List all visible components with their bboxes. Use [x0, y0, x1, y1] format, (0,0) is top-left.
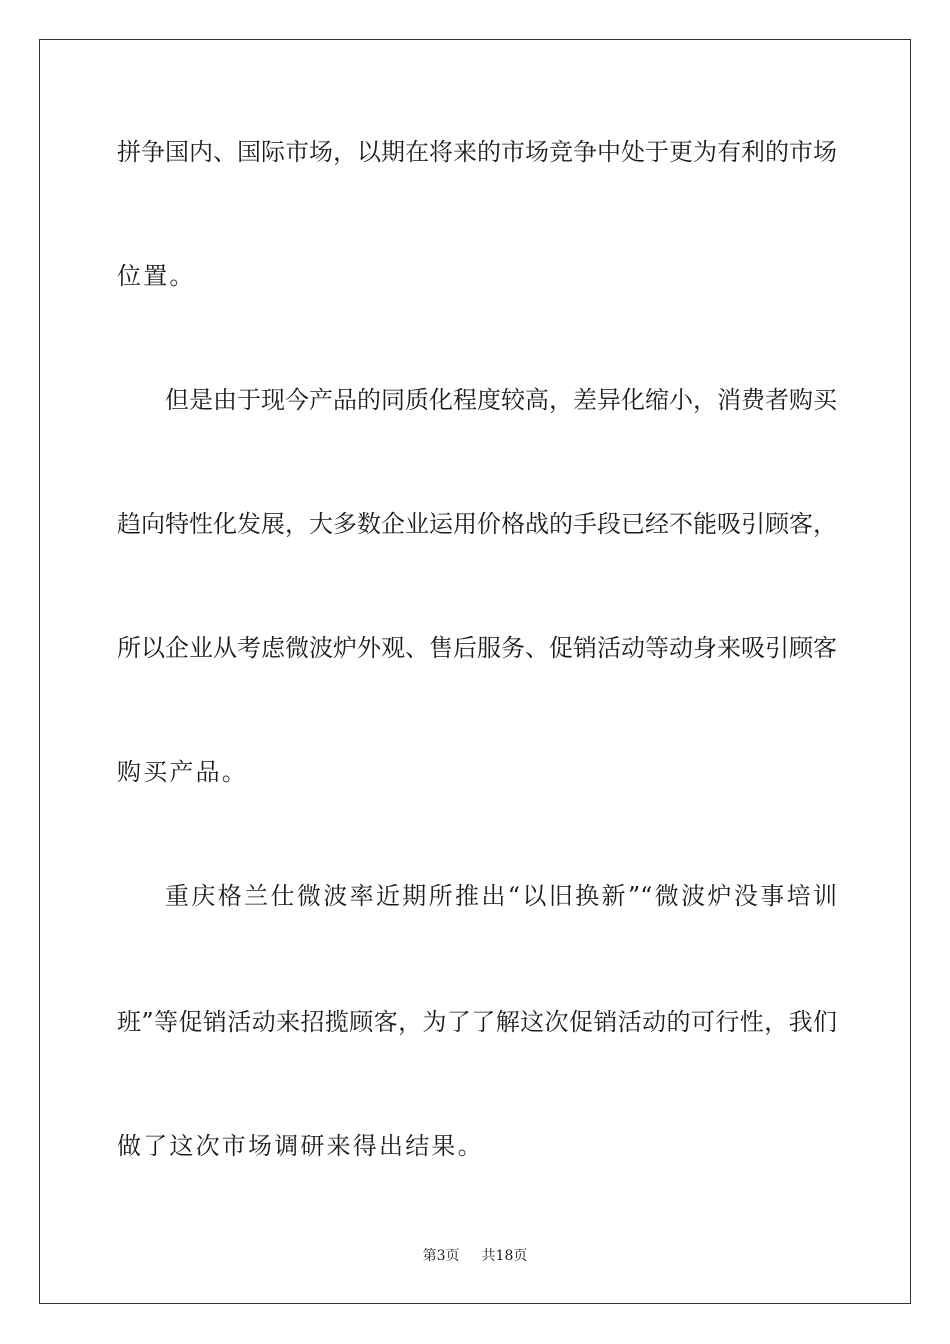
page-total: 共18页 — [481, 1248, 528, 1264]
page-border — [39, 39, 911, 1304]
paragraph-2-line-4: 购买产品。 — [117, 758, 248, 786]
paragraph-2-line-3: 所以企业从考虑微波炉外观、售后服务、促销活动等动身来吸引顾客 — [117, 634, 837, 662]
paragraph-1-line-2: 位置。 — [117, 262, 196, 290]
paragraph-1-line-1: 拼争国内、国际市场，以期在将来的市场竞争中处于更为有利的市场 — [117, 138, 837, 166]
paragraph-3-line-1: 重庆格兰仕微波率近期所推出“以旧换新”“微波炉没事培训 — [165, 882, 837, 910]
paragraph-2-line-2: 趋向特性化发展，大多数企业运用价格战的手段已经不能吸引顾客， — [117, 510, 837, 538]
page-footer — [0, 1247, 950, 1265]
paragraph-3-line-2: 班”等促销活动来招揽顾客，为了了解这次促销活动的可行性，我们 — [117, 1008, 837, 1036]
page-number: 第3页 — [422, 1248, 460, 1264]
paragraph-2-line-1: 但是由于现今产品的同质化程度较高，差异化缩小，消费者购买 — [165, 386, 837, 414]
paragraph-3-line-3: 做了这次市场调研来得出结果。 — [117, 1132, 484, 1160]
